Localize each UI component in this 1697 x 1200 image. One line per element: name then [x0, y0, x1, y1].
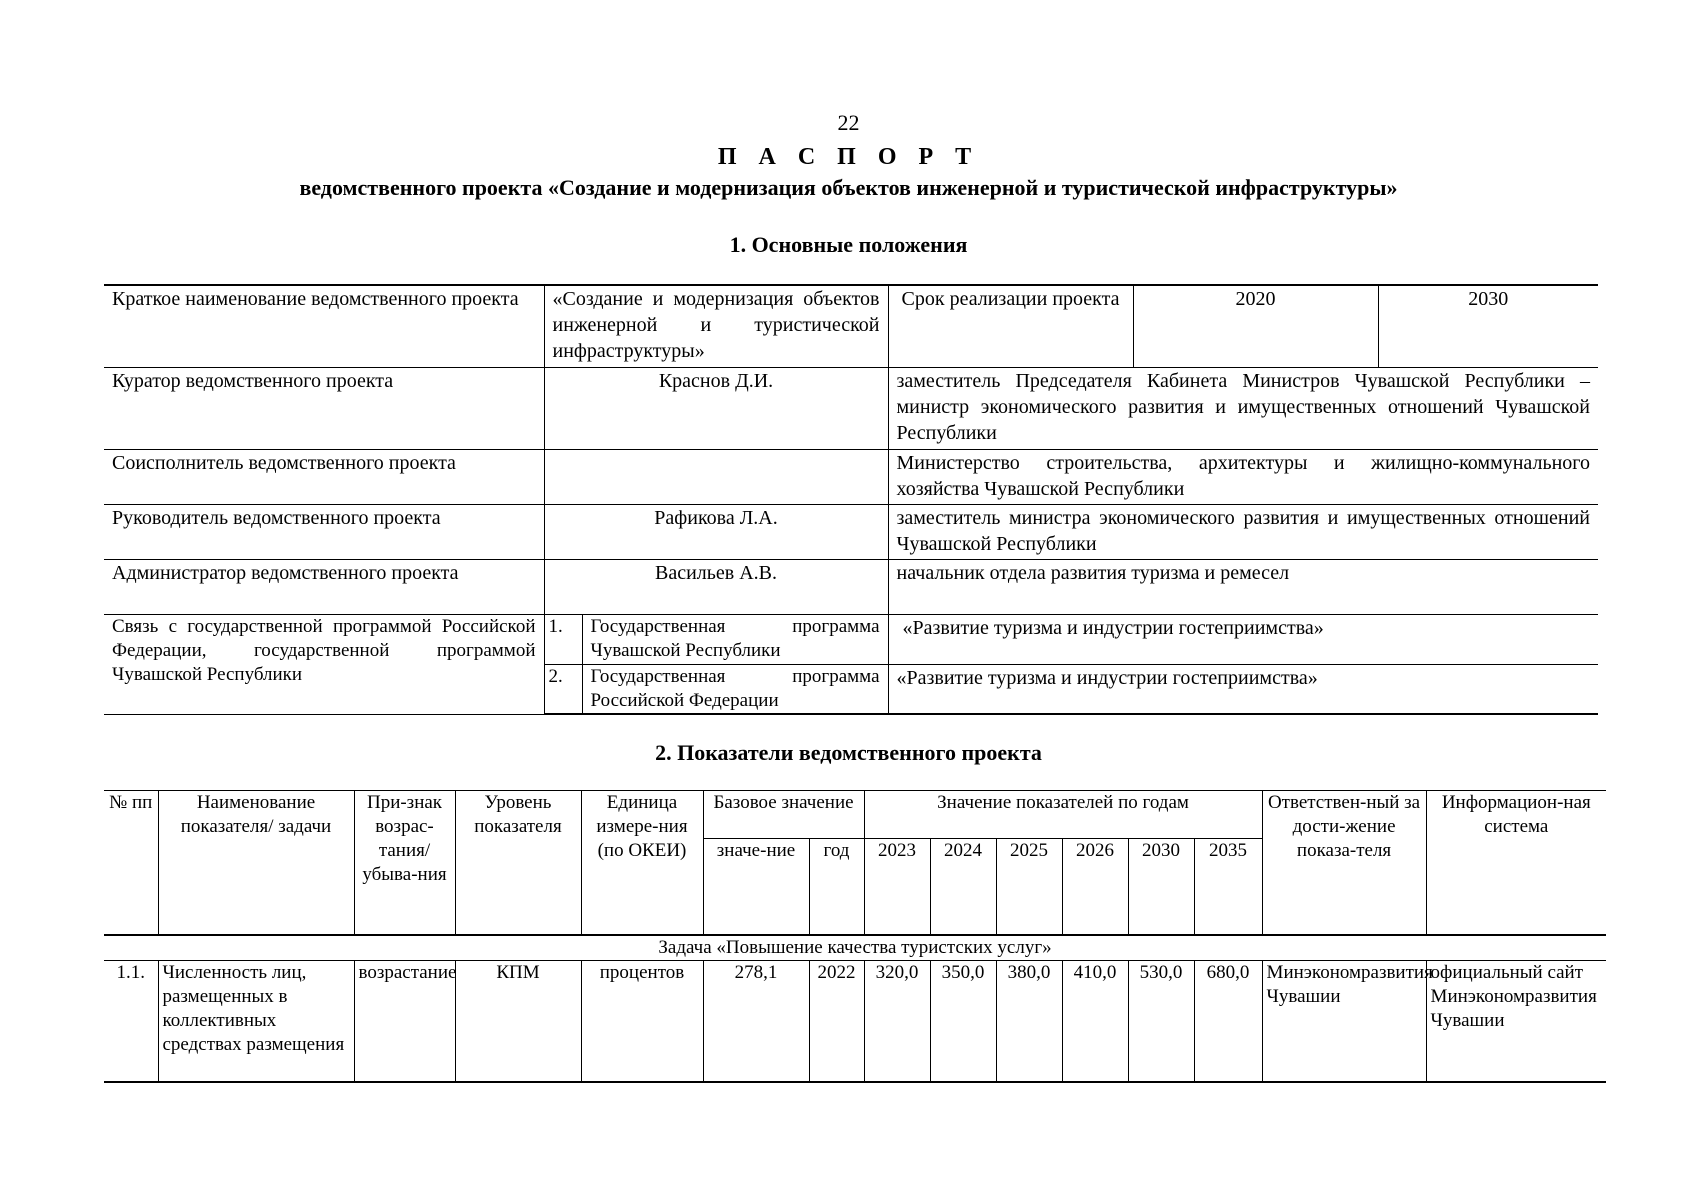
row-num: 1.1. [104, 960, 158, 1082]
row-sign: возрастание [354, 960, 455, 1082]
row-base-value: 278,1 [703, 960, 809, 1082]
indicators-table [104, 790, 1606, 1083]
period-start: 2020 [1133, 285, 1378, 367]
header-name: Наименование показателя/ задачи [158, 791, 354, 935]
admin-name: Васильев А.В. [544, 559, 888, 614]
program-link-type: Государственная программа Чувашской Республики [582, 614, 888, 664]
coexecutor-name [544, 449, 888, 504]
short-name-value: «Создание и модернизация объектов инженерной и туристической инфраструктуры» [544, 285, 888, 367]
admin-label: Администратор ведомственного проекта [104, 559, 544, 614]
section1-heading: 1. Основные положения [729, 232, 968, 257]
program-link-name: «Развитие туризма и индустрии гостеприимства» [888, 664, 1598, 714]
header-year: 2026 [1062, 839, 1128, 935]
row-year-value: 320,0 [864, 960, 930, 1082]
header-base-value: значе-ние [703, 839, 809, 935]
curator-label: Куратор ведомственного проекта [104, 367, 544, 449]
header-responsible: Ответствен-ный за дости-жение показа-теля [1262, 791, 1426, 935]
header-num: № пп [104, 791, 158, 935]
head-name: Рафикова Л.А. [544, 504, 888, 559]
header-level: Уровень показателя [455, 791, 581, 935]
row-name: Численность лиц, размещенных в коллективных средствах размещения [158, 960, 354, 1082]
row-info-system: официальный сайт Минэкономразвития Чувашии [1426, 960, 1606, 1082]
coexecutor-position: Министерство строительства, архитектуры и жилищно-коммунального хозяйства Чувашской Республики [888, 449, 1598, 504]
task-title: Задача «Повышение качества туристских услуг» [104, 935, 1606, 961]
row-unit: процентов [581, 960, 703, 1082]
program-link-label: Связь с государственной программой Российской Федерации, государственной программой Чувашской Республики [104, 614, 544, 714]
short-name-label: Краткое наименование ведомственного проекта [104, 285, 544, 367]
period-end: 2030 [1378, 285, 1598, 367]
head-position: заместитель министра экономического развития и имущественных отношений Чувашской Республики [888, 504, 1598, 559]
program-link-num: 2. [544, 664, 582, 714]
row-year-value: 680,0 [1194, 960, 1262, 1082]
header-year: 2035 [1194, 839, 1262, 935]
header-sign: При-знак возрас-тания/ убыва-ния [354, 791, 455, 935]
row-year-value: 350,0 [930, 960, 996, 1082]
header-by-years: Значение показателей по годам [864, 791, 1262, 839]
admin-position: начальник отдела развития туризма и ремесел [888, 559, 1598, 614]
header-year: 2024 [930, 839, 996, 935]
row-responsible: Минэкономразвития Чувашии [1262, 960, 1426, 1082]
head-label: Руководитель ведомственного проекта [104, 504, 544, 559]
row-base-year: 2022 [809, 960, 864, 1082]
program-link-name: «Развитие туризма и индустрии гостеприимства» [888, 614, 1598, 664]
program-link-type: Государственная программа Российской Федерации [582, 664, 888, 714]
curator-position: заместитель Председателя Кабинета Министров Чувашской Республики – министр экономического развития и имущественных отношений Чувашской Республики [888, 367, 1598, 449]
page-number: 22 [837, 110, 860, 135]
period-label: Срок реализации проекта [888, 285, 1133, 367]
header-base-year: год [809, 839, 864, 935]
row-year-value: 410,0 [1062, 960, 1128, 1082]
document-subtitle: ведомственного проекта «Создание и модернизация объектов инженерной и туристической инфраструктуры» [299, 175, 1398, 200]
header-year: 2025 [996, 839, 1062, 935]
row-year-value: 530,0 [1128, 960, 1194, 1082]
header-unit: Единица измере-ния (по ОКЕИ) [581, 791, 703, 935]
header-year: 2023 [864, 839, 930, 935]
coexecutor-label: Соисполнитель ведомственного проекта [104, 449, 544, 504]
document-title: П А С П О Р Т [717, 144, 980, 170]
section2-heading: 2. Показатели ведомственного проекта [655, 740, 1042, 765]
program-link-num: 1. [544, 614, 582, 664]
header-year: 2030 [1128, 839, 1194, 935]
row-year-value: 380,0 [996, 960, 1062, 1082]
curator-name: Краснов Д.И. [544, 367, 888, 449]
header-base: Базовое значение [703, 791, 864, 839]
row-level: КПМ [455, 960, 581, 1082]
basic-provisions-table [104, 284, 1598, 715]
header-info-system: Информацион-ная система [1426, 791, 1606, 935]
